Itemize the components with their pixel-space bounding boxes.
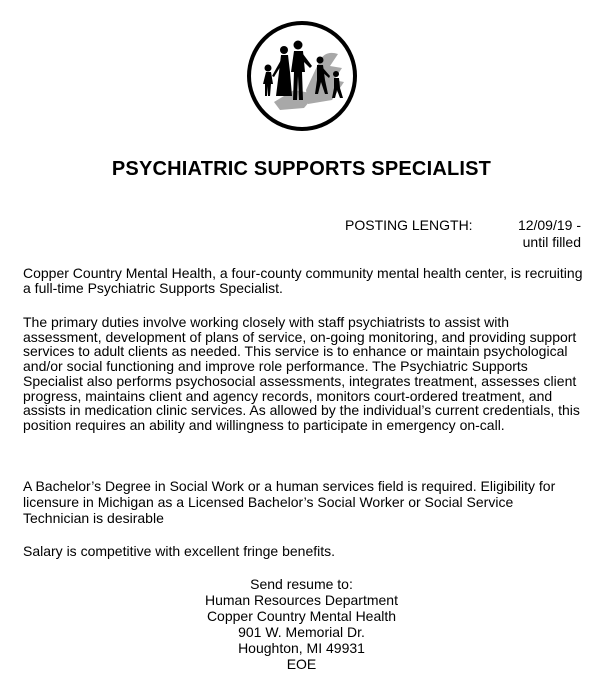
contact-lead: Send resume to:: [250, 576, 353, 592]
salary-paragraph: Salary is competitive with excellent fringe benefits.: [23, 543, 336, 559]
contact-block: [0, 576, 603, 672]
posting-date: 12/09/19 -: [517, 217, 581, 233]
contact-department: Human Resources Department: [205, 592, 398, 608]
family-walking-logo-icon: [246, 20, 358, 132]
requirements-paragraph: A Bachelor’s Degree in Social Work or a human services field is required. Eligibility for licensure in Michigan as a Licensed Bachelor’s Social Worker or Social Service Technician is desirable: [23, 478, 556, 526]
job-title: PSYCHIATRIC SUPPORTS SPECIALIST: [111, 158, 492, 180]
contact-eoe: EOE: [286, 656, 317, 672]
contact-organization: Copper Country Mental Health: [206, 608, 397, 624]
duties-paragraph: The primary duties involve working closely with staff psychiatrists to assist with assessment, development of plans of service, on-going monitoring, and providing support services to adult clients as needed. This service is to enhance or maintain psychological and/or social functioning and improve role performance. The Psychiatric Supports Specialist also performs psychosocial assessments, integrates treatment, assesses client progress, maintains client and agency records, monitors court-ordered treatment, and assists in medication clinic services. As allowed by the individual’s current credentials, this position requires an ability and willingness to participate in emergency on-call.: [23, 314, 580, 433]
contact-street: 901 W. Memorial Dr.: [238, 624, 365, 640]
posting-length-label: POSTING LENGTH:: [345, 217, 473, 233]
contact-city: Houghton, MI 49931: [238, 640, 365, 656]
posting-length-value: [500, 217, 581, 251]
intro-paragraph: Copper Country Mental Health, a four-county community mental health center, is recruiting a full-time Psychiatric Supports Specialist.: [23, 265, 583, 297]
posting-until: until filled: [522, 234, 581, 250]
